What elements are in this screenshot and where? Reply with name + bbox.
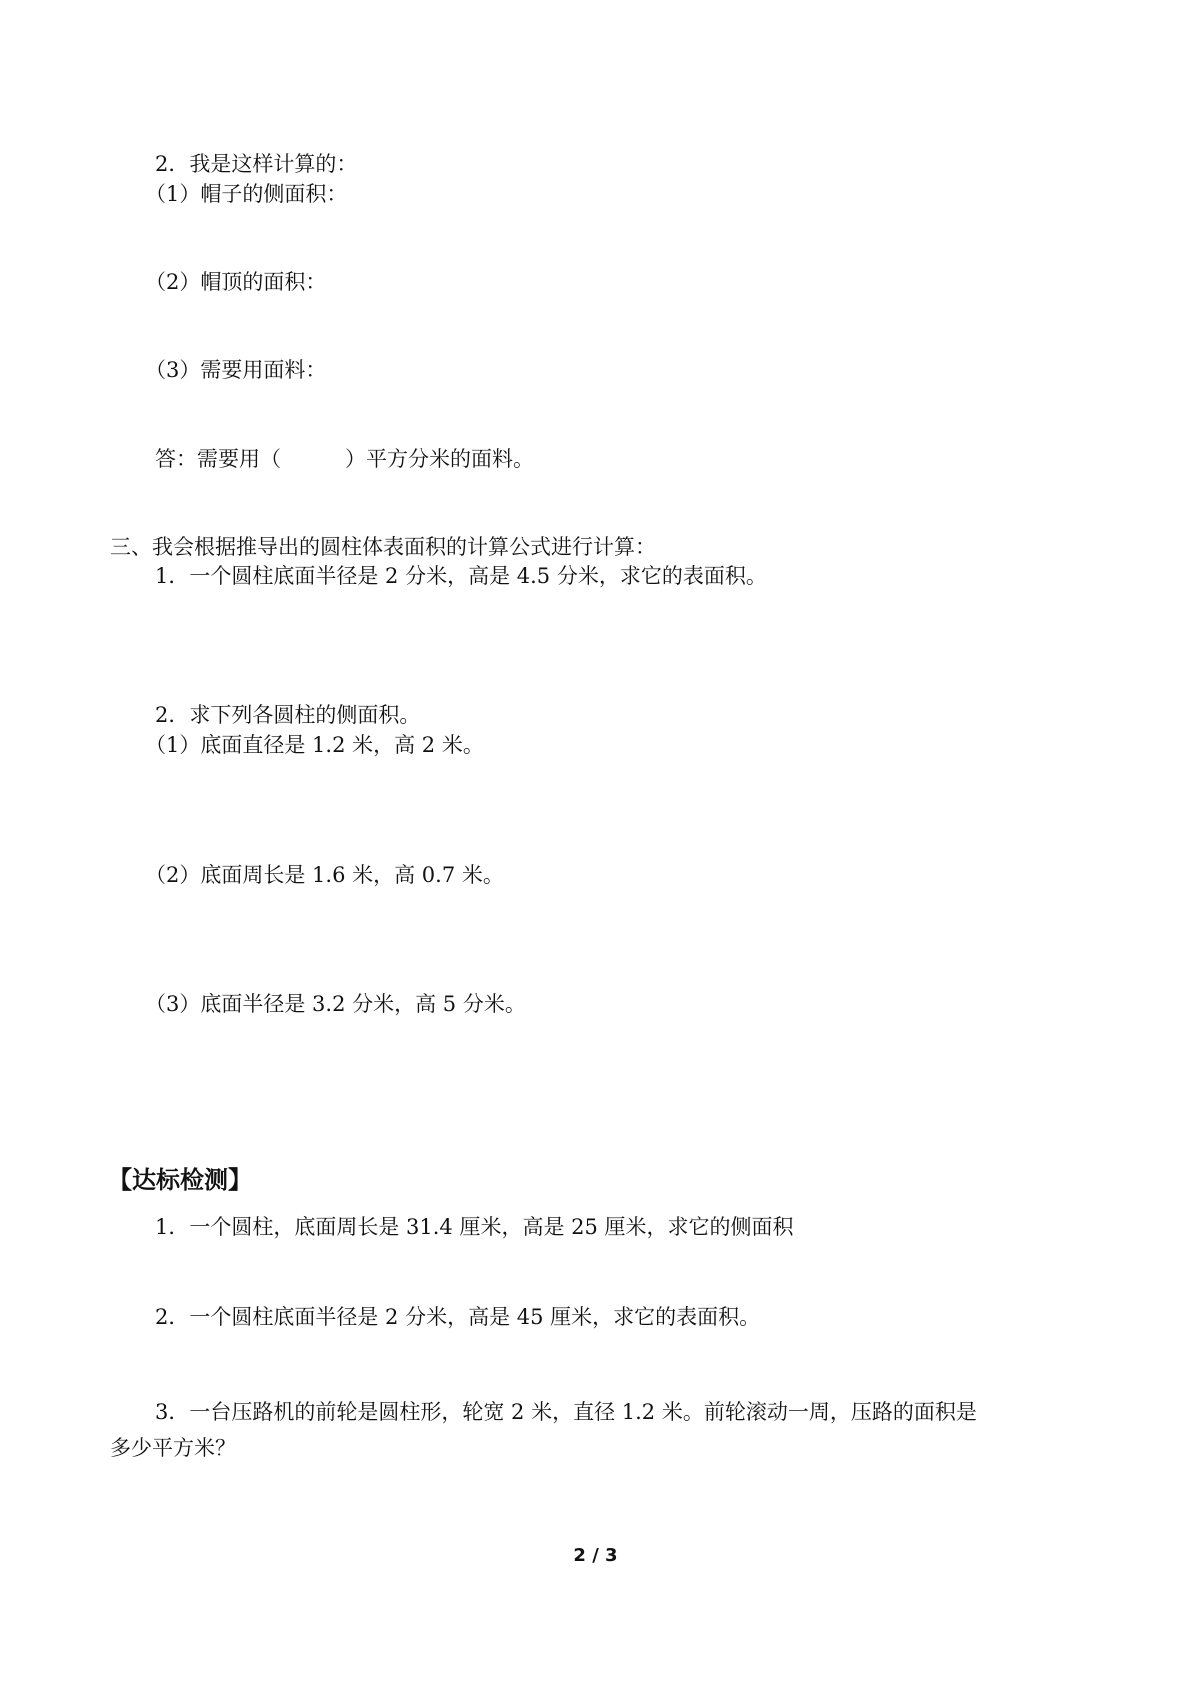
section3-question-1: 1．一个圆柱底面半径是 2 分米，高是 4.5 分米，求它的表面积。	[155, 564, 767, 588]
answer-prefix: 答：需要用（	[155, 447, 281, 471]
section3-question-2-2: （2）底面周长是 1.6 米，高 0.7 米。	[145, 863, 504, 887]
section3-question-2-3: （3）底面半径是 3.2 分米，高 5 分米。	[145, 992, 526, 1016]
section3-question-2: 2．求下列各圆柱的侧面积。	[155, 703, 421, 727]
part2-title: 2．我是这样计算的：	[155, 152, 358, 176]
answer-suffix: ）平方分米的面料。	[345, 447, 534, 471]
test-question-3-line-1: 3．一台压路机的前轮是圆柱形，轮宽 2 米，直径 1.2 米。前轮滚动一周，压路的面积是	[155, 1400, 977, 1424]
part2-item-fabric: （3）需要用面料：	[145, 358, 327, 382]
test-question-3-line-2: 多少平方米？	[110, 1436, 236, 1460]
section3-question-2-1: （1）底面直径是 1.2 米，高 2 米。	[145, 733, 484, 757]
section3-title: 三、我会根据推导出的圆柱体表面积的计算公式进行计算：	[110, 535, 656, 559]
test-heading: 【达标检测】	[108, 1166, 252, 1194]
part2-item-lateral-area: （1）帽子的侧面积：	[145, 182, 348, 206]
part2-item-top-area: （2）帽顶的面积：	[145, 270, 327, 294]
page-number: 2 / 3	[573, 1545, 618, 1566]
test-question-2: 2．一个圆柱底面半径是 2 分米，高是 45 厘米，求它的表面积。	[155, 1305, 761, 1329]
test-question-1: 1．一个圆柱，底面周长是 31.4 厘米，高是 25 厘米，求它的侧面积	[155, 1215, 794, 1239]
part2-answer	[155, 444, 534, 474]
